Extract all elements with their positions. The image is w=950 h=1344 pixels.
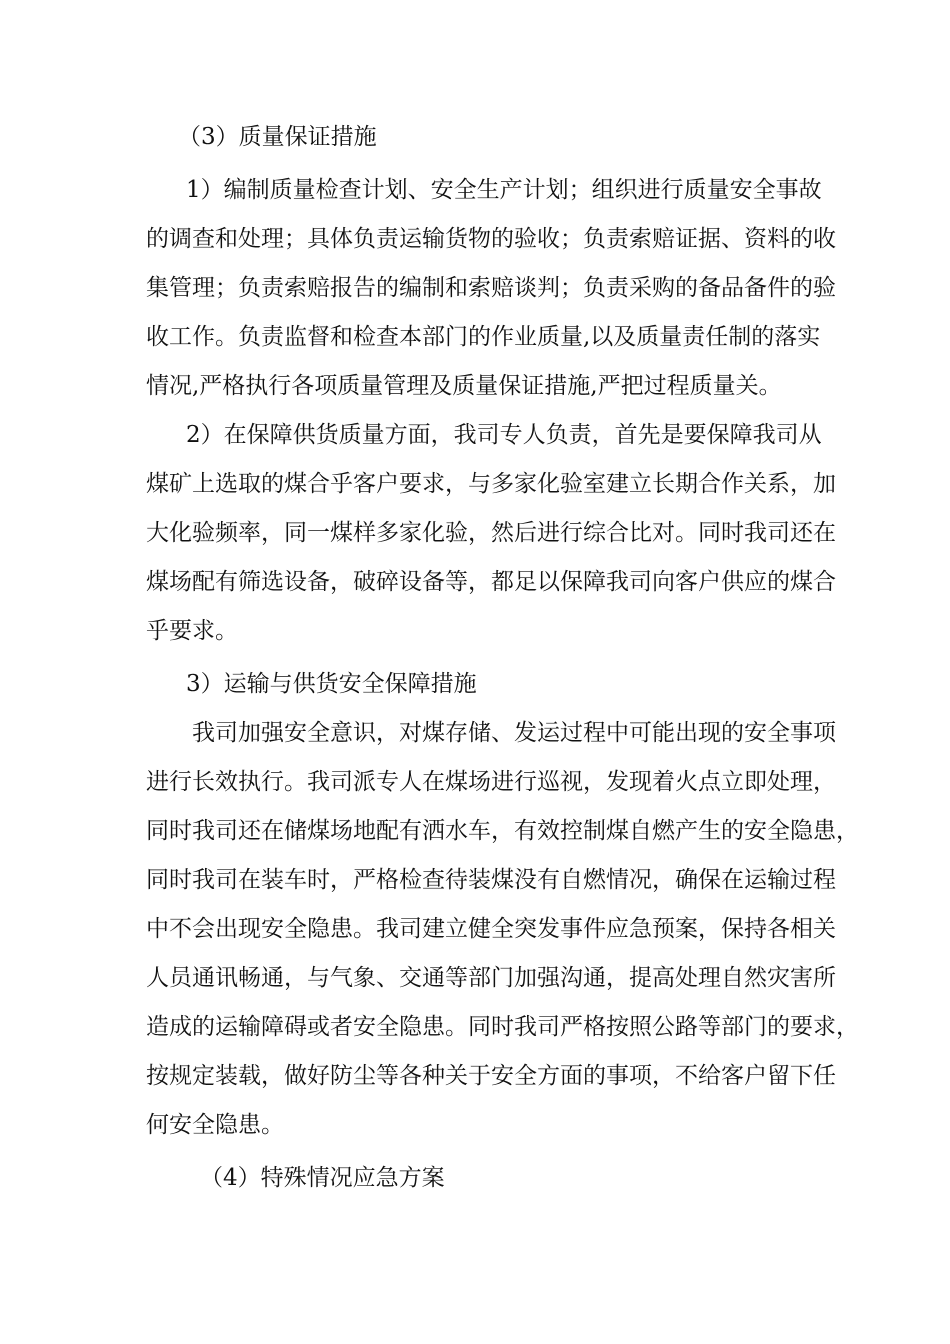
paragraph-line: 人员通讯畅通，与气象、交通等部门加强沟通，提高处理自然灾害所 <box>146 965 836 991</box>
paragraph-line: 煤场配有筛选设备，破碎设备等，都足以保障我司向客户供应的煤合 <box>146 569 836 595</box>
paragraph-line: 按规定装载，做好防尘等各种关于安全方面的事项，不给客户留下任 <box>146 1063 836 1089</box>
section-heading-4: （4）特殊情况应急方案 <box>200 1165 445 1191</box>
paragraph-line: 收工作。负责监督和检查本部门的作业质量,以及质量责任制的落实 <box>146 324 821 350</box>
section-heading-3: （3）质量保证措施 <box>178 124 377 150</box>
paragraph-line: 的调查和处理；具体负责运输货物的验收；负责索赔证据、资料的收 <box>146 226 836 252</box>
paragraph-line: 何安全隐患。 <box>146 1112 284 1138</box>
paragraph-line: 2）在保障供货质量方面，我司专人负责，首先是要保障我司从 <box>186 422 822 448</box>
paragraph-line: 煤矿上选取的煤合乎客户要求，与多家化验室建立长期合作关系，加 <box>146 471 836 497</box>
paragraph-line: 同时我司在装车时，严格检查待装煤没有自燃情况，确保在运输过程 <box>146 867 836 893</box>
paragraph-line: 进行长效执行。我司派专人在煤场进行巡视，发现着火点立即处理， <box>146 769 836 795</box>
paragraph-line: 集管理；负责索赔报告的编制和索赔谈判；负责采购的备品备件的验 <box>146 275 836 301</box>
paragraph-line: 1）编制质量检查计划、安全生产计划；组织进行质量安全事故 <box>186 177 822 203</box>
paragraph-line: 中不会出现安全隐患。我司建立健全突发事件应急预案，保持各相关 <box>146 916 836 942</box>
paragraph-line: 大化验频率，同一煤样多家化验，然后进行综合比对。同时我司还在 <box>146 520 836 546</box>
paragraph-line: 同时我司还在储煤场地配有洒水车，有效控制煤自燃产生的安全隐患， <box>146 818 859 844</box>
subsection-title: 3）运输与供货安全保障措施 <box>186 671 477 697</box>
paragraph-line: 我司加强安全意识，对煤存储、发运过程中可能出现的安全事项 <box>192 720 836 746</box>
paragraph-line: 乎要求。 <box>146 618 238 644</box>
paragraph-line: 造成的运输障碍或者安全隐患。同时我司严格按照公路等部门的要求， <box>146 1014 859 1040</box>
paragraph-line: 情况,严格执行各项质量管理及质量保证措施,严把过程质量关。 <box>146 373 782 399</box>
